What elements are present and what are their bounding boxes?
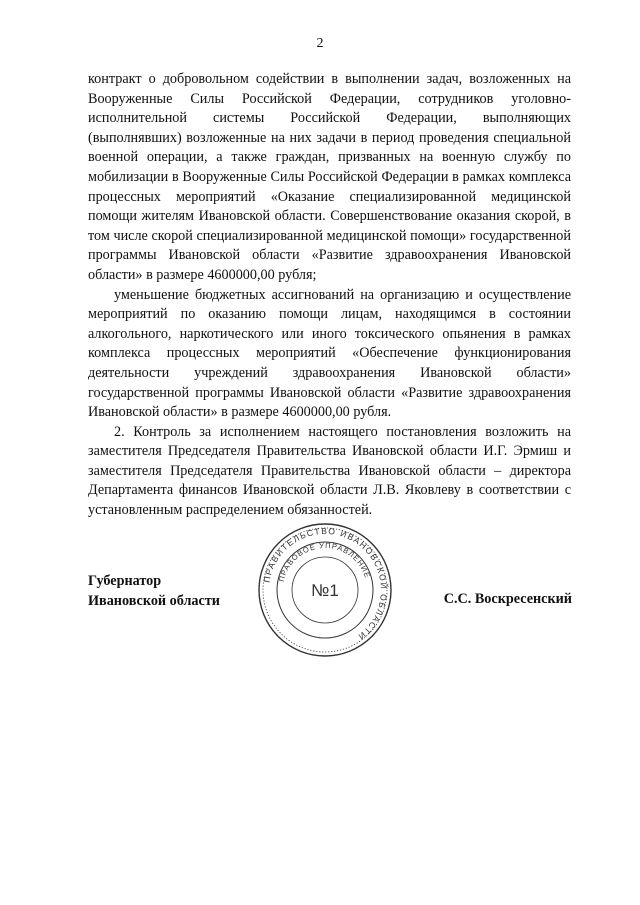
stamp-inner-text: ПРАВОВОЕ УПРАВЛЕНИЕ — [276, 540, 373, 583]
document-body — [88, 70, 571, 521]
stamp-number: №1 — [311, 581, 339, 600]
position-line-1: Губернатор — [88, 573, 162, 589]
paragraph-1: контракт о добровольном содействии в выполнении задач, возложенных на Вооруженные Силы Российской Федерации, сотрудников уголовно-исполнительной системы Российской Федерации, выполняющих (выполнявших) возложенные на них задачи в период проведения специальной военной операции, а также граждан, призванных на военную службу по мобилизации в Вооруженные Силы Российской Федерации в рамках комплекса процессных мероприятий «Оказание специализированной медицинской помощи жителям Ивановской области. Совершенствование оказания скорой, в том числе скорой специализированной медицинской помощи» государственной программы Ивановской области «Развитие здравоохранения Ивановской области» в размере 4600000,00 рубля; — [88, 71, 571, 283]
signatory-position — [88, 572, 220, 611]
paragraph-3: 2. Контроль за исполнением настоящего постановления возложить на заместителя Председателя Правительства Ивановской области И.Г. Эрмиш и заместителя Председателя Правительства Ивановской области – директора Департамента финансов Ивановской области Л.В. Яковлеву в соответствии с установленным распределением обязанностей. — [88, 423, 571, 519]
position-line-2: Ивановской области — [88, 592, 220, 609]
page-number: 2 — [316, 36, 324, 51]
stamp-outer-text: ПРАВИТЕЛЬСТВО ИВАНОВСКОЙ ОБЛАСТИ — [261, 525, 390, 643]
signatory-name: С.С. Воскресенский — [443, 591, 572, 607]
official-stamp — [257, 522, 393, 658]
paragraph-2: уменьшение бюджетных ассигнований на организацию и осуществление мероприятий по оказанию помощи лицам, находящимся в состоянии алкогольного, наркотического или иного токсического опьянения в рамках комплекса процессных мероприятий «Обеспечение функционирования деятельности учреждений здравоохранения Ивановской области» государственной программы Ивановской области «Развитие здравоохранения Ивановской области» в размере 4600000,00 рубля. — [88, 286, 571, 421]
